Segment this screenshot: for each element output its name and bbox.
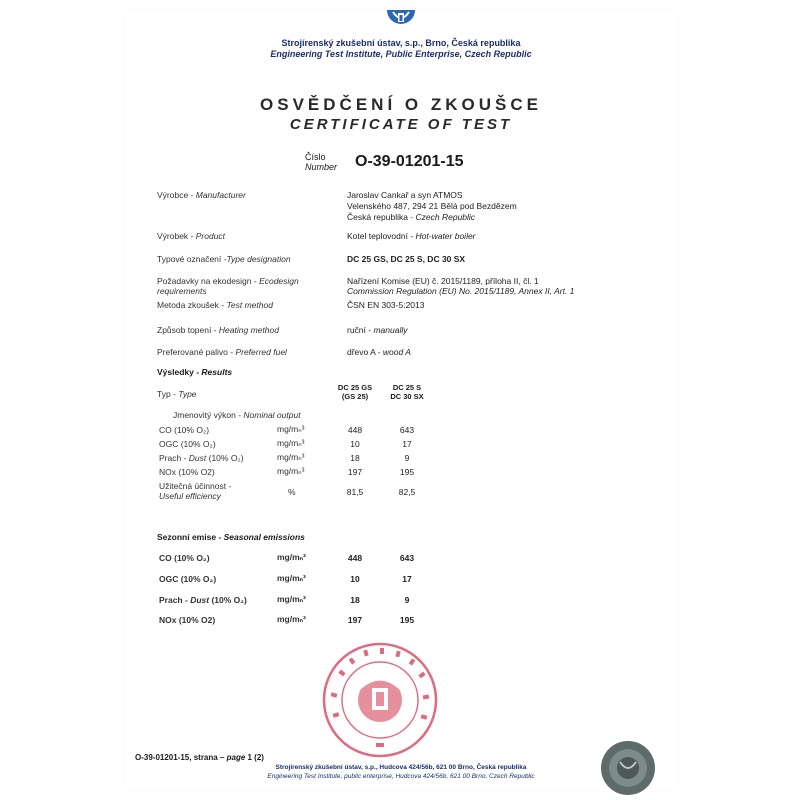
fuel-value: [347, 347, 411, 357]
seasonal-row-dust-v1: 18: [350, 595, 360, 605]
results-row-co-v2: 643: [399, 425, 415, 435]
results-col2-header: [377, 383, 437, 401]
results-col2-line1: DC 25 S: [392, 383, 422, 392]
heating-value: [347, 325, 407, 335]
ecodesign-value2: Commission Regulation (EU) No. 2015/1189, Annex II, Art. 1: [347, 286, 575, 296]
type-label-cz: Typové označení: [157, 254, 224, 264]
manufacturer-country-cz: Česká republika -: [347, 212, 416, 222]
ecodesign-value1: Nařízení Komise (EU) č. 2015/1189, příloha II, čl. 1: [347, 276, 539, 286]
title-cz: OSVĚDČENÍ O ZKOUŠCE: [260, 95, 542, 114]
results-dust-cz: Prach -: [159, 453, 189, 463]
number-label-cz: Číslo: [305, 152, 326, 162]
heating-label: [157, 325, 279, 335]
number-label-en: Number: [305, 162, 338, 172]
results-row-co-label: CO (10% O₂): [159, 425, 210, 435]
certificate-page: [125, 10, 677, 790]
seasonal-row-nox-unit: mg/mₙ³: [277, 614, 306, 624]
institute-name-cz: Strojírenský zkušební ústav, s.p., Brno, Česká republika: [281, 38, 521, 48]
seasonal-row-ogc-v1: 10: [350, 574, 360, 584]
results-heading-en: Results: [201, 367, 233, 377]
fuel-label-en: Preferred fuel: [235, 347, 287, 357]
seasonal-dust-en: Dust: [190, 595, 210, 605]
institute-name-en: Engineering Test Institute, Public Enterprise, Czech Republic: [270, 49, 532, 59]
product-label: [157, 231, 225, 241]
ecodesign-label-cz: Požadavky na ekodesign -: [157, 276, 260, 286]
results-row-dust-v1: 18: [350, 453, 360, 463]
heating-value-en: manually: [373, 325, 408, 335]
seasonal-row-nox-label: NOx (10% O2): [159, 615, 216, 625]
seasonal-row-co-unit: mg/mₙ³: [277, 552, 306, 562]
page-reference: [135, 753, 264, 762]
nominal-output-label: [173, 410, 301, 420]
product-label-en: Product: [195, 231, 226, 241]
results-row-ogc-unit: mg/mₙ³: [277, 438, 305, 448]
results-row-dust-v2: 9: [404, 453, 410, 463]
seasonal-dust-tail: (10% O₂): [209, 595, 247, 605]
nominal-output-cz: Jmenovitý výkon -: [173, 410, 244, 420]
product-value-cz: Kotel teplovodní -: [347, 231, 416, 241]
results-row-dust-label: [159, 453, 244, 463]
page-word: page: [226, 753, 246, 762]
test-method-value: ČSN EN 303-5:2013: [347, 300, 425, 310]
fuel-value-en: wood A: [382, 347, 411, 357]
seasonal-row-ogc-unit: mg/mₙ³: [277, 573, 306, 583]
results-row-nox-unit: mg/mₙ³: [277, 466, 305, 476]
footer-address-cz: Strojírenský zkušební ústav, s.p., Hudcova 424/56b, 621 00 Brno, Česká republika: [275, 764, 527, 771]
test-method-label-en: Test method: [226, 300, 273, 310]
results-heading-cz: Výsledky -: [157, 367, 202, 377]
results-row-dust-unit: mg/mₙ³: [277, 452, 305, 462]
results-row-co-v1: 448: [347, 425, 363, 435]
manufacturer-label: [157, 190, 246, 200]
official-stamp-icon: [320, 640, 440, 760]
heating-label-en: Heating method: [218, 325, 279, 335]
manufacturer-label-en: Manufacturer: [195, 190, 246, 200]
seasonal-heading-en: Seasonal emissions: [223, 532, 305, 542]
page-number: 1 (2): [245, 753, 264, 762]
number-label: [305, 152, 337, 172]
ecodesign-label-en2: requirements: [157, 286, 207, 296]
szu-logo-icon: [383, 10, 419, 36]
seasonal-row-nox-v2: 195: [399, 615, 415, 625]
results-type-label-cz: Typ -: [157, 389, 179, 399]
manufacturer-line3: [347, 212, 475, 222]
page-reference-text: O-39-01201-15, strana –: [135, 753, 227, 762]
results-row-nox-v1: 197: [347, 467, 363, 477]
seasonal-row-nox-v1: 197: [347, 615, 363, 625]
seasonal-dust-cz: Prach -: [159, 595, 191, 605]
seasonal-row-dust-label: [159, 595, 247, 605]
results-dust-en: Dust: [188, 453, 207, 463]
results-heading: [157, 367, 232, 377]
seasonal-row-ogc-label: OGC (10% O₂): [159, 574, 217, 584]
type-label: [157, 254, 291, 264]
footer-address-en: Engineering Test Institute, public enterprise, Hudcova 424/56b, 621 00 Brno, Czech Republic: [267, 773, 535, 780]
manufacturer-line2: Velenského 487, 294 21 Bělá pod Bezdězem: [347, 201, 517, 211]
seasonal-row-dust-unit: mg/mₙ³: [277, 594, 306, 604]
results-row-efficiency-label: [159, 481, 231, 501]
results-efficiency-cz: Užitečná účinnost -: [159, 481, 232, 491]
product-label-cz: Výrobek -: [157, 231, 196, 241]
results-row-ogc-v1: 10: [350, 439, 360, 449]
seasonal-heading: [157, 532, 305, 542]
fuel-label-cz: Preferované palivo -: [157, 347, 236, 357]
nominal-output-en: Nominal output: [243, 410, 301, 420]
results-row-co-unit: mg/mₙ³: [277, 424, 305, 434]
ecodesign-label-en: Ecodesign: [259, 276, 299, 286]
results-type-label-en: Type: [178, 389, 197, 399]
type-value: DC 25 GS, DC 25 S, DC 30 SX: [347, 254, 466, 264]
manufacturer-label-cz: Výrobce -: [157, 190, 196, 200]
results-row-nox-label: NOx (10% O2): [159, 467, 215, 477]
results-col1-line1: DC 25 GS: [337, 383, 373, 392]
manufacturer-line1: Jaroslav Cankař a syn ATMOS: [347, 190, 463, 200]
product-value: [347, 231, 476, 241]
results-row-nox-v2: 195: [399, 467, 415, 477]
results-dust-tail: (10% O₂): [206, 453, 244, 463]
seasonal-row-ogc-v2: 17: [402, 574, 412, 584]
seasonal-row-co-v1: 448: [347, 553, 363, 563]
results-col1-line2: (GS 25): [341, 392, 369, 401]
results-col1-header: [325, 383, 385, 401]
test-method-label: [157, 300, 273, 310]
results-efficiency-en: Useful efficiency: [159, 491, 221, 501]
heating-label-cz: Způsob topení -: [157, 325, 219, 335]
seasonal-row-co-label: CO (10% O₂): [159, 553, 210, 563]
test-method-label-cz: Metoda zkoušek -: [157, 300, 227, 310]
certificate-number: O-39-01201-15: [355, 153, 464, 170]
fuel-label: [157, 347, 287, 357]
type-label-en: -Type designation: [223, 254, 291, 264]
seasonal-row-co-v2: 643: [399, 553, 415, 563]
heating-value-cz: ruční -: [347, 325, 374, 335]
results-row-ogc-label: OGC (10% O₂): [159, 439, 216, 449]
results-type-label: [157, 389, 197, 399]
results-col2-line2: DC 30 SX: [390, 392, 424, 401]
fuel-value-cz: dřevo A -: [347, 347, 383, 357]
manufacturer-country-en: Czech Republic: [415, 212, 476, 222]
title-en: CERTIFICATE OF TEST: [289, 116, 513, 133]
seasonal-row-dust-v2: 9: [404, 595, 410, 605]
results-row-efficiency-v2: 82,5: [398, 487, 416, 497]
ecodesign-label: [157, 276, 299, 296]
results-row-ogc-v2: 17: [402, 439, 412, 449]
results-row-efficiency-unit: %: [288, 487, 296, 497]
product-value-en: Hot-water boiler: [415, 231, 476, 241]
results-row-efficiency-v1: 81,5: [346, 487, 364, 497]
seasonal-heading-cz: Sezonní emise -: [157, 532, 224, 542]
